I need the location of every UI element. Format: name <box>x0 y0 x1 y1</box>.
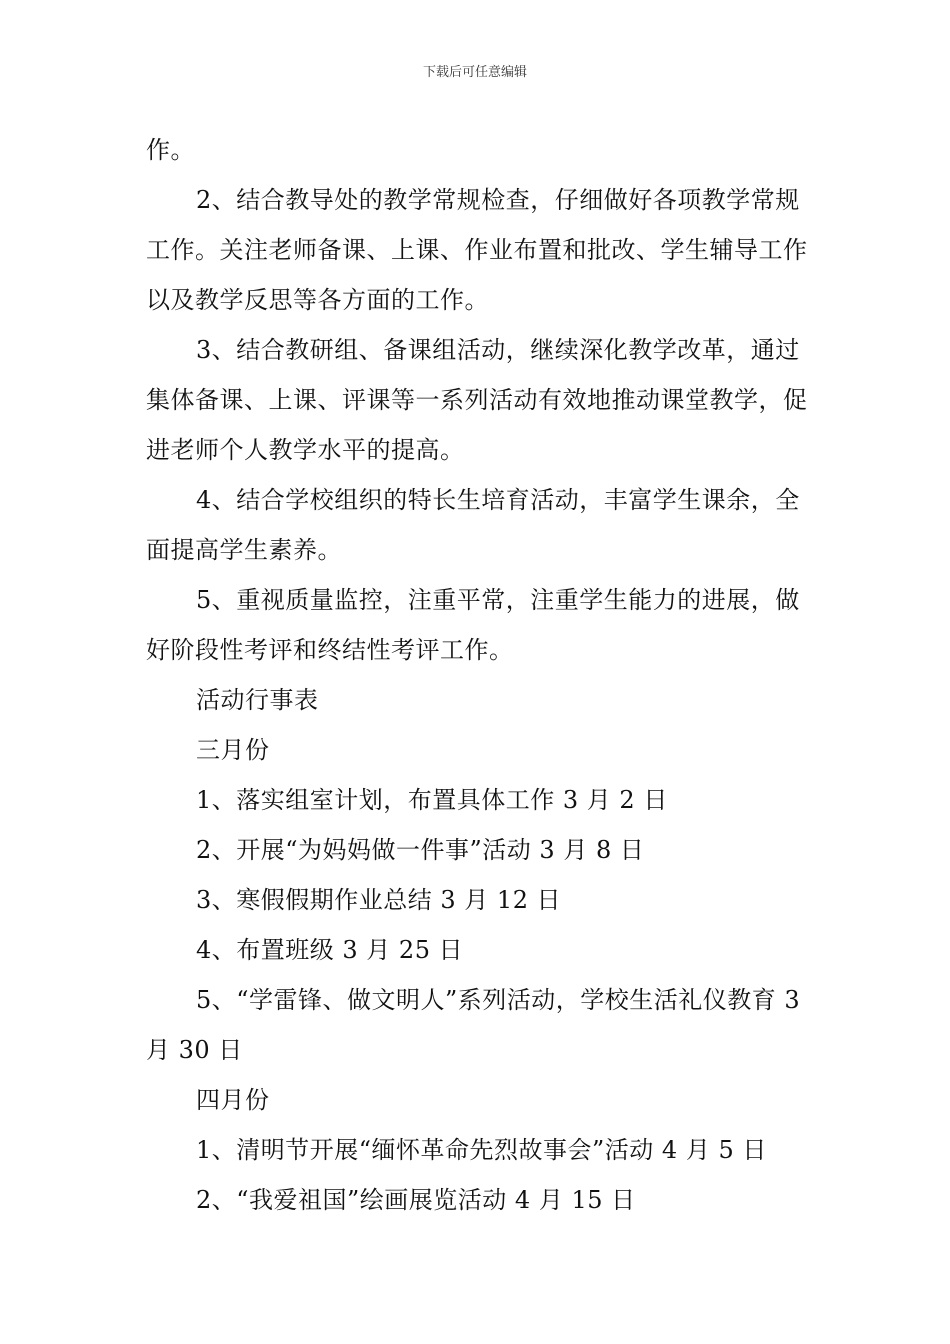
schedule-item-march-5: 5、“学雷锋、做文明人”系列活动，学校生活礼仪教育 3 月 30 日 <box>146 986 801 1064</box>
paragraph-item-4: 4、结合学校组织的特长生培育活动，丰富学生课余，全面提高学生素养。 <box>146 486 800 564</box>
month-heading-april: 四月份 <box>196 1086 270 1114</box>
schedule-item-april-2: 2、“我爱祖国”绘画展览活动 4 月 15 日 <box>196 1186 636 1214</box>
schedule-item-march-4: 4、布置班级 3 月 25 日 <box>196 936 464 964</box>
section-heading-activity-schedule: 活动行事表 <box>196 686 319 714</box>
paragraph-item-5: 5、重视质量监控，注重平常，注重学生能力的进展，做好阶段性考评和终结性考评工作。 <box>146 586 800 664</box>
page-header: 下载后可任意编辑 <box>422 65 527 80</box>
month-heading-march: 三月份 <box>196 736 270 764</box>
paragraph-item-2: 2、结合教导处的教学常规检查，仔细做好各项教学常规工作。关注老师备课、上课、作业布置和批改、学生辅导工作以及教学反思等各方面的工作。 <box>146 186 808 314</box>
paragraph-continuation: 作。 <box>146 136 195 164</box>
schedule-item-march-1: 1、落实组室计划，布置具体工作 3 月 2 日 <box>196 786 668 814</box>
paragraph-item-3: 3、结合教研组、备课组活动，继续深化教学改革，通过集体备课、上课、评课等一系列活动有效地推动课堂教学，促进老师个人教学水平的提高。 <box>146 336 808 464</box>
document-body <box>146 125 812 1225</box>
schedule-item-march-2: 2、开展“为妈妈做一件事”活动 3 月 8 日 <box>196 836 645 864</box>
schedule-item-march-3: 3、寒假假期作业总结 3 月 12 日 <box>196 886 562 914</box>
schedule-item-april-1: 1、清明节开展“缅怀革命先烈故事会”活动 4 月 5 日 <box>196 1136 767 1164</box>
